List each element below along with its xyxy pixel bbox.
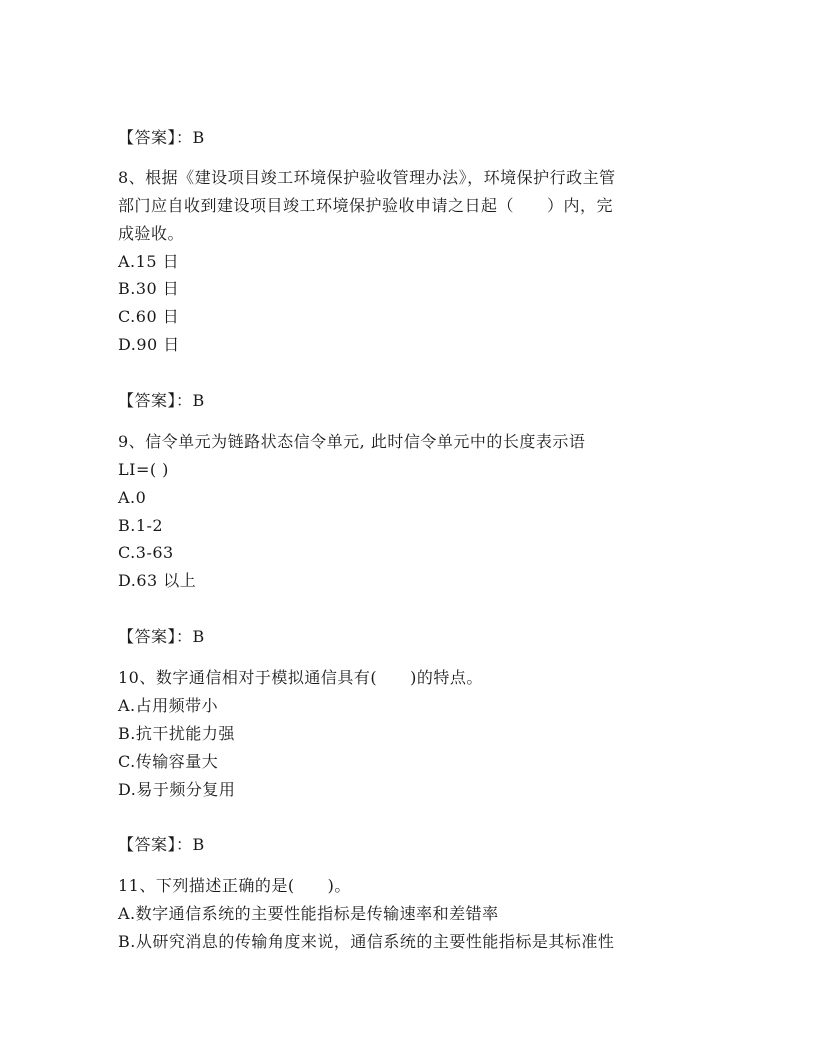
option-d: D.90 日 (118, 335, 180, 354)
question-text: 9、信令单元为链路状态信令单元, 此时信令单元中的长度表示语 (118, 432, 586, 451)
option-b: B.30 日 (118, 279, 180, 298)
question-text: 成验收。 (118, 224, 185, 243)
option-b: B.1-2 (118, 516, 164, 535)
answer-line: 【答案】：B (118, 835, 205, 854)
option-d: D.63 以上 (118, 571, 197, 590)
question-text: 部门应自收到建设项目竣工环境保护验收申请之日起（ ）内，完 (118, 196, 614, 215)
question-text: 10、数字通信相对于模拟通信具有( )的特点。 (118, 668, 483, 687)
option-c: C.60 日 (118, 307, 180, 326)
option-a: A.占用频带小 (118, 696, 219, 715)
answer-line: 【答案】：B (118, 627, 205, 646)
option-c: C.传输容量大 (118, 752, 219, 771)
option-c: C.3-63 (118, 543, 174, 562)
question-text: 11、下列描述正确的是( )。 (118, 876, 351, 895)
answer-line: 【答案】：B (118, 391, 205, 410)
option-a: A.数字通信系统的主要性能指标是传输速率和差错率 (118, 904, 499, 923)
option-a: A.0 (118, 488, 147, 507)
option-b: B.从研究消息的传输角度来说，通信系统的主要性能指标是其标准性 (118, 932, 615, 951)
option-b: B.抗干扰能力强 (118, 724, 235, 743)
answer-line: 【答案】：B (118, 128, 205, 147)
question-text: LI=( ) (118, 460, 169, 479)
option-d: D.易于频分复用 (118, 780, 236, 799)
option-a: A.15 日 (118, 252, 180, 271)
question-text: 8、根据《建设项目竣工环境保护验收管理办法》，环境保护行政主管 (118, 168, 616, 187)
